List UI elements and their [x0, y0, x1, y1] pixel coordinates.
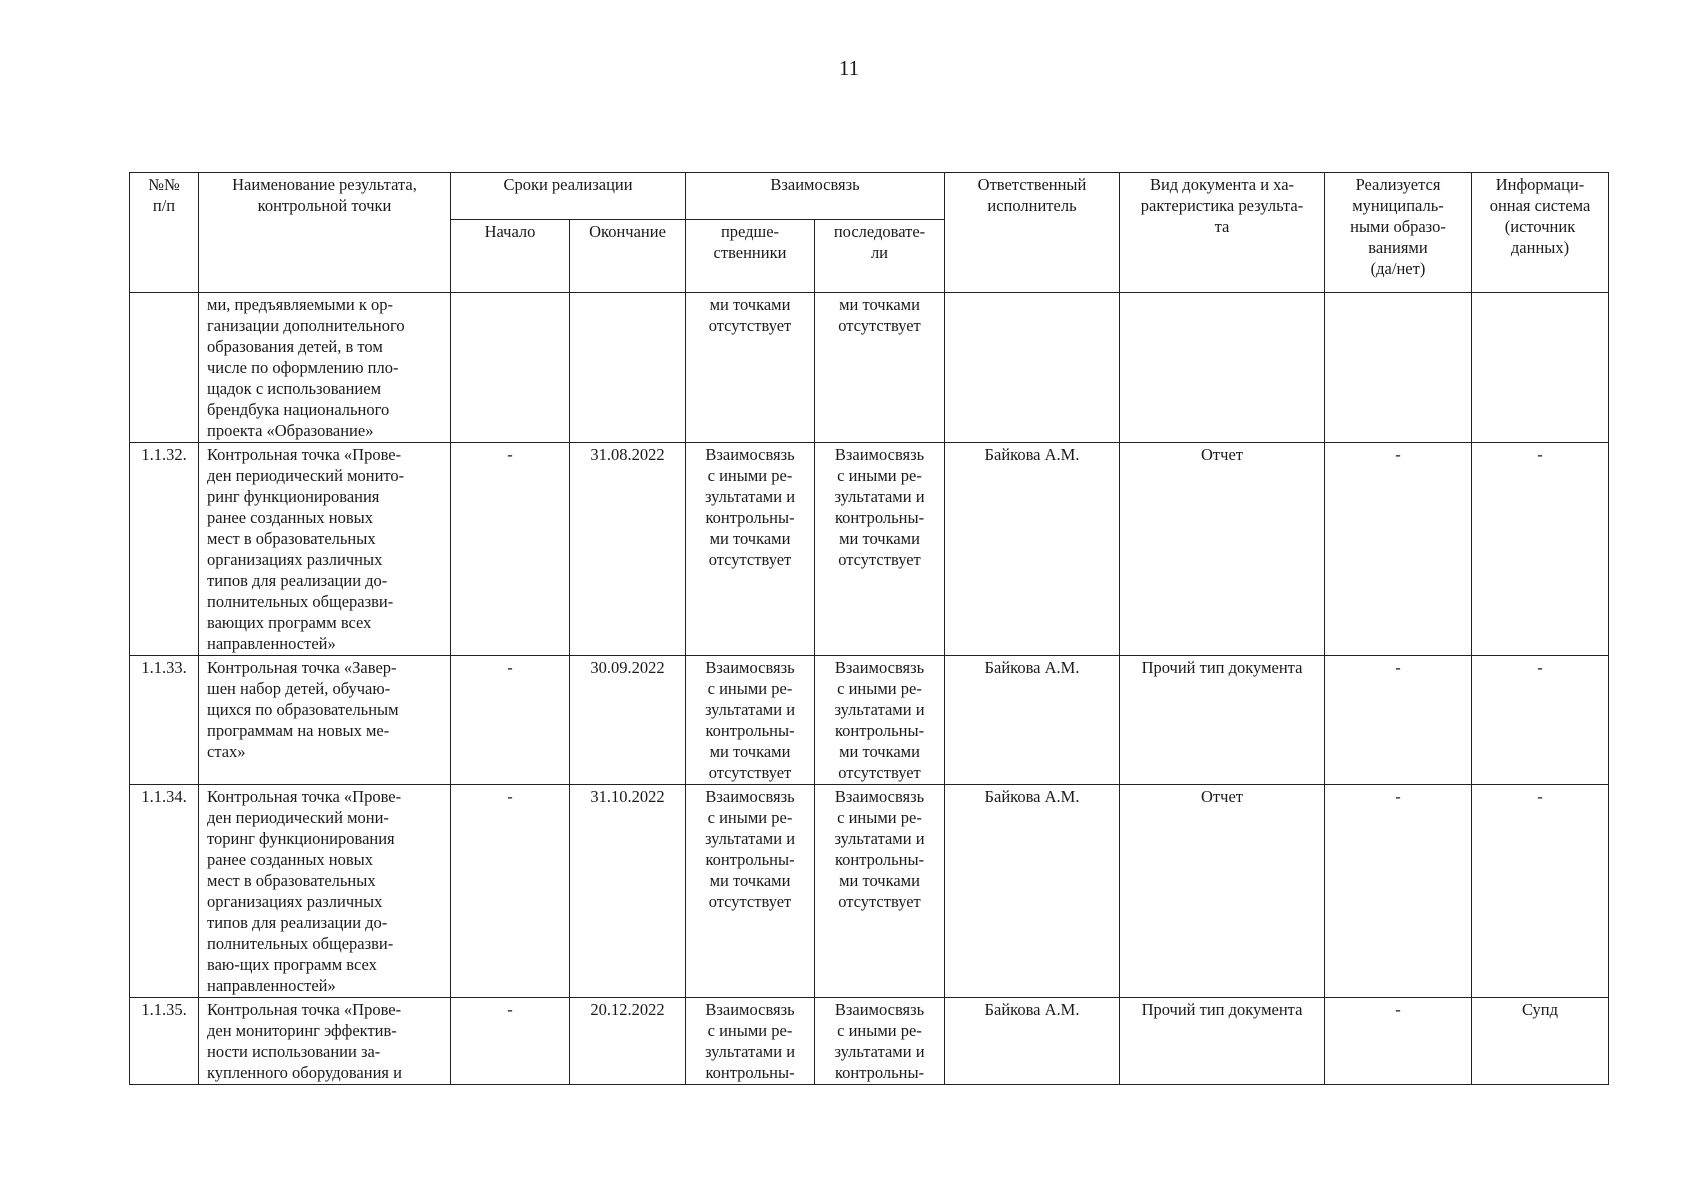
cell-successors: Взаимосвязь с иными ре- зультатами и контрольны- ми точками отсутствует	[815, 785, 945, 998]
table-header	[130, 173, 1609, 293]
cell-start: -	[451, 443, 570, 656]
cell-num: 1.1.33.	[130, 656, 199, 785]
cell-responsible: Байкова А.М.	[945, 656, 1120, 785]
header-num: №№ п/п	[130, 173, 199, 293]
cell-predecessors: Взаимосвязь с иными ре- зультатами и контрольны- ми точками отсутствует	[686, 443, 815, 656]
header-dates: Сроки реализации	[451, 173, 686, 220]
cell-municipal: -	[1325, 998, 1472, 1085]
table-row	[130, 293, 1609, 443]
header-start: Начало	[451, 220, 570, 293]
cell-doc-type	[1120, 293, 1325, 443]
cell-num: 1.1.32.	[130, 443, 199, 656]
cell-num: 1.1.35.	[130, 998, 199, 1085]
cell-end: 20.12.2022	[570, 998, 686, 1085]
header-responsible: Ответственный исполнитель	[945, 173, 1120, 293]
cell-end	[570, 293, 686, 443]
control-points-table	[129, 172, 1609, 1085]
header-relations: Взаимосвязь	[686, 173, 945, 220]
cell-end: 31.10.2022	[570, 785, 686, 998]
header-name: Наименование результата, контрольной точки	[199, 173, 451, 293]
page-number: 11	[838, 56, 860, 80]
cell-end: 30.09.2022	[570, 656, 686, 785]
cell-info-system	[1472, 293, 1609, 443]
cell-doc-type: Прочий тип документа	[1120, 656, 1325, 785]
cell-municipal: -	[1325, 785, 1472, 998]
cell-successors: Взаимосвязь с иными ре- зультатами и контрольны- ми точками отсутствует	[815, 656, 945, 785]
cell-name: Контрольная точка «Прове- ден периодический мони- торинг функционирования ранее созданных новых мест в образовательных организациях различных типов для реализации до- полнительных общеразви- ваю-щих программ всех направленностей»	[199, 785, 451, 998]
cell-responsible: Байкова А.М.	[945, 998, 1120, 1085]
cell-name: Контрольная точка «Прове- ден периодический монито- ринг функционирования ранее созданных новых мест в образовательных организациях различных типов для реализации до- полнительных общеразви- вающих программ всех направленностей»	[199, 443, 451, 656]
table-row	[130, 443, 1609, 656]
cell-municipal: -	[1325, 656, 1472, 785]
header-info-system: Информаци- онная система (источник данных)	[1472, 173, 1609, 293]
cell-predecessors: Взаимосвязь с иными ре- зультатами и контрольны- ми точками отсутствует	[686, 785, 815, 998]
table-row	[130, 656, 1609, 785]
cell-name: Контрольная точка «Прове- ден мониторинг эффектив- ности использовании за- купленного оборудования и	[199, 998, 451, 1085]
cell-successors: Взаимосвязь с иными ре- зультатами и контрольны-	[815, 998, 945, 1085]
cell-predecessors: Взаимосвязь с иными ре- зультатами и контрольны-	[686, 998, 815, 1085]
header-predecessors: предше- ственники	[686, 220, 815, 293]
header-doc-type: Вид документа и ха- рактеристика результа- та	[1120, 173, 1325, 293]
header-end: Окончание	[570, 220, 686, 293]
cell-info-system: -	[1472, 785, 1609, 998]
cell-info-system: -	[1472, 656, 1609, 785]
cell-name: Контрольная точка «Завер- шен набор детей, обучаю- щихся по образовательным программам на новых ме- стах»	[199, 656, 451, 785]
cell-responsible: Байкова А.М.	[945, 785, 1120, 998]
header-municipal: Реализуется муниципаль- ными образо- ваниями (да/нет)	[1325, 173, 1472, 293]
cell-doc-type: Прочий тип документа	[1120, 998, 1325, 1085]
cell-start: -	[451, 656, 570, 785]
cell-successors: ми точками отсутствует	[815, 293, 945, 443]
table-row	[130, 785, 1609, 998]
table-body	[130, 293, 1609, 1085]
cell-name: ми, предъявляемыми к ор- ганизации дополнительного образования детей, в том числе по оформлению пло- щадок с использованием брендбука национального проекта «Образование»	[199, 293, 451, 443]
cell-municipal: -	[1325, 443, 1472, 656]
cell-doc-type: Отчет	[1120, 785, 1325, 998]
cell-municipal	[1325, 293, 1472, 443]
cell-start: -	[451, 998, 570, 1085]
cell-start	[451, 293, 570, 443]
cell-responsible	[945, 293, 1120, 443]
cell-successors: Взаимосвязь с иными ре- зультатами и контрольны- ми точками отсутствует	[815, 443, 945, 656]
cell-responsible: Байкова А.М.	[945, 443, 1120, 656]
cell-end: 31.08.2022	[570, 443, 686, 656]
cell-predecessors: ми точками отсутствует	[686, 293, 815, 443]
cell-predecessors: Взаимосвязь с иными ре- зультатами и контрольны- ми точками отсутствует	[686, 656, 815, 785]
cell-start: -	[451, 785, 570, 998]
cell-info-system: Супд	[1472, 998, 1609, 1085]
header-successors: последовате- ли	[815, 220, 945, 293]
cell-doc-type: Отчет	[1120, 443, 1325, 656]
cell-num: 1.1.34.	[130, 785, 199, 998]
cell-num	[130, 293, 199, 443]
table-row	[130, 998, 1609, 1085]
cell-info-system: -	[1472, 443, 1609, 656]
